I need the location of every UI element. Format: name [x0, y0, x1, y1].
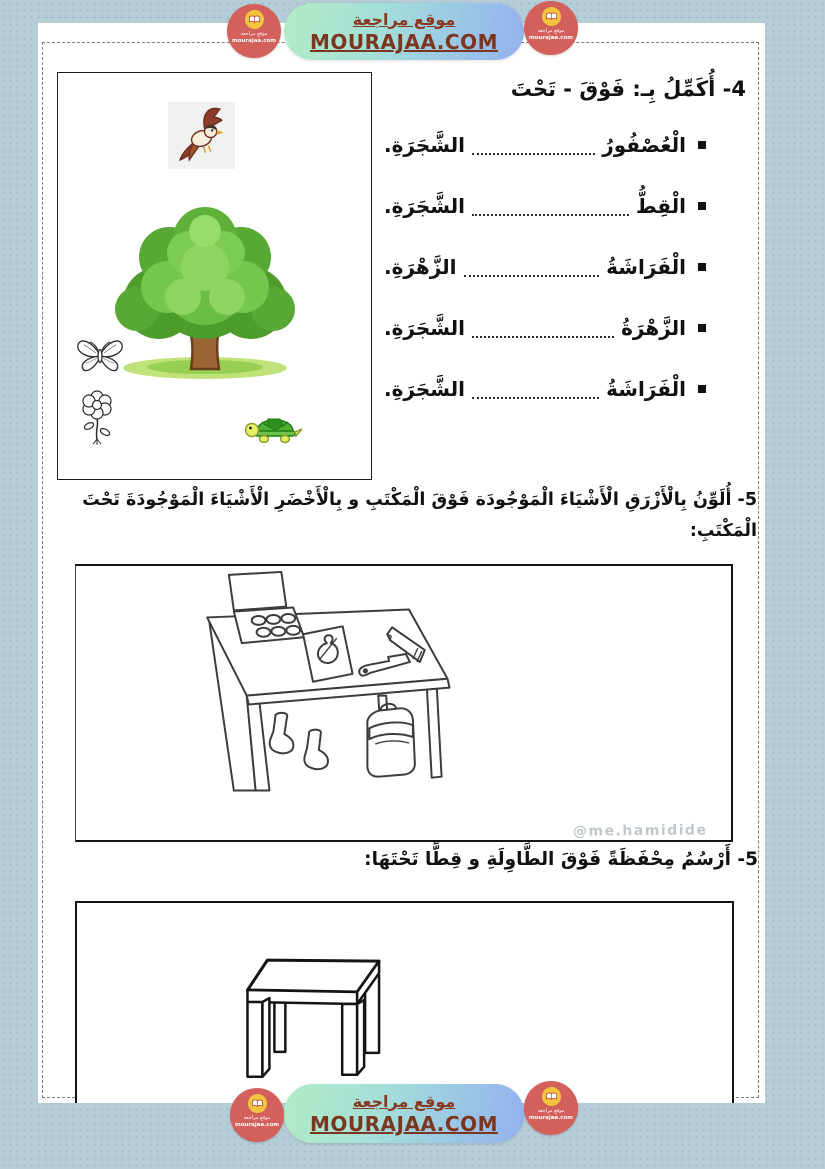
logo-small-arabic: موقع مراجعة — [240, 31, 268, 37]
open-book-icon — [248, 15, 261, 24]
footer-site-name-arabic[interactable]: موقع مراجعة — [352, 1091, 456, 1111]
object-word: الشَّجَرَةِ. — [384, 316, 465, 340]
question-5a-heading — [45, 485, 757, 546]
bullet-square-icon — [698, 324, 706, 332]
footer-left-logo-badge — [230, 1088, 284, 1142]
header-banner-pill — [284, 3, 524, 60]
flower-sketch — [78, 389, 116, 447]
logo-small-url: mourajaa.com — [234, 1121, 280, 1128]
open-book-icon — [251, 1099, 264, 1108]
footer-right-logo-badge — [524, 1081, 578, 1135]
table-drawing — [77, 903, 732, 1103]
object-word: الشَّجَرَةِ. — [384, 133, 465, 157]
logo-inner-circle — [542, 1087, 561, 1106]
logo-small-url: mourajaa.com — [528, 34, 574, 41]
logo-small-arabic: موقع مراجعة — [537, 28, 565, 34]
answer-blank — [472, 214, 629, 216]
subject-word: الْفَرَاشَةُ — [606, 255, 686, 279]
tree-image-box — [57, 72, 372, 480]
answer-blank — [472, 336, 614, 338]
footer-banner-pill — [284, 1084, 524, 1143]
subject-word: الْقِطُّ — [635, 194, 686, 218]
table-image-box — [75, 901, 734, 1103]
tree-illustration — [102, 191, 308, 381]
fill-blank-row — [384, 126, 706, 164]
header-left-logo-badge — [227, 4, 281, 58]
open-book-icon — [545, 12, 558, 21]
fill-blank-row — [384, 370, 706, 408]
header-site-url-link[interactable]: MOURAJAA.COM — [310, 30, 498, 55]
tree-canopy — [115, 207, 295, 339]
logo-inner-circle — [542, 7, 561, 26]
question-5a-line2: الْمَكْتَبِ: — [689, 520, 757, 541]
logo-inner-circle — [245, 10, 264, 29]
question-5b-heading: 5- أَرْسُمُ مِحْفَظَةً فَوْقَ الطَّاوِلَةِ و قِطًّا تَحْتَهَا: — [364, 849, 758, 870]
subject-word: الزَّهْرَةُ — [621, 316, 686, 340]
watermark-text: @me.hamidide — [572, 822, 708, 840]
object-word: الشَّجَرَةِ. — [384, 377, 465, 401]
footer-site-url-link[interactable]: MOURAJAA.COM — [310, 1112, 498, 1137]
fill-blank-row — [384, 187, 706, 225]
logo-small-url: mourajaa.com — [231, 37, 277, 44]
logo-small-url: mourajaa.com — [528, 1114, 574, 1121]
logo-small-arabic: موقع مراجعة — [243, 1115, 271, 1121]
fill-blank-row — [384, 248, 706, 286]
desk-image-box — [75, 564, 733, 842]
bullet-square-icon — [698, 385, 706, 393]
bird-icon — [168, 102, 235, 169]
bird-image-tile — [168, 102, 235, 169]
object-word: الزَّهْرَةِ. — [384, 255, 457, 279]
desk-drawing — [76, 566, 731, 840]
header-right-logo-badge — [524, 1, 578, 55]
bullet-square-icon — [698, 263, 706, 271]
header-site-name-arabic[interactable]: موقع مراجعة — [352, 9, 456, 29]
answer-blank — [464, 275, 600, 277]
fill-blank-row — [384, 309, 706, 347]
bullet-square-icon — [698, 202, 706, 210]
object-word: الشَّجَرَةِ. — [384, 194, 465, 218]
bullet-square-icon — [698, 141, 706, 149]
answer-blank — [472, 397, 599, 399]
logo-small-arabic: موقع مراجعة — [537, 1108, 565, 1114]
logo-inner-circle — [248, 1094, 267, 1113]
worksheet-page — [38, 23, 765, 1103]
butterfly-sketch — [74, 335, 126, 375]
subject-word: الْفَرَاشَةُ — [606, 377, 686, 401]
turtle-icon — [244, 407, 306, 445]
open-book-icon — [545, 1092, 558, 1101]
answer-blank — [472, 153, 595, 155]
subject-word: الْعُصْفُورُ — [602, 133, 686, 157]
question-4-heading: 4- أُكَمِّلُ بِـ: فَوْقَ - تَحْتَ — [510, 77, 746, 101]
question-5a-line1: 5- أُلَوِّنُ بِالْأَزْرَقِ الْأَشْيَاءَ الْمَوْجُودَة فَوْقَ الْمَكْتَبِ و بِالْأَخْضَرِ الْأَشْيَاءَ الْمَوْجُودَةَ تَحْتَ — [82, 490, 757, 510]
